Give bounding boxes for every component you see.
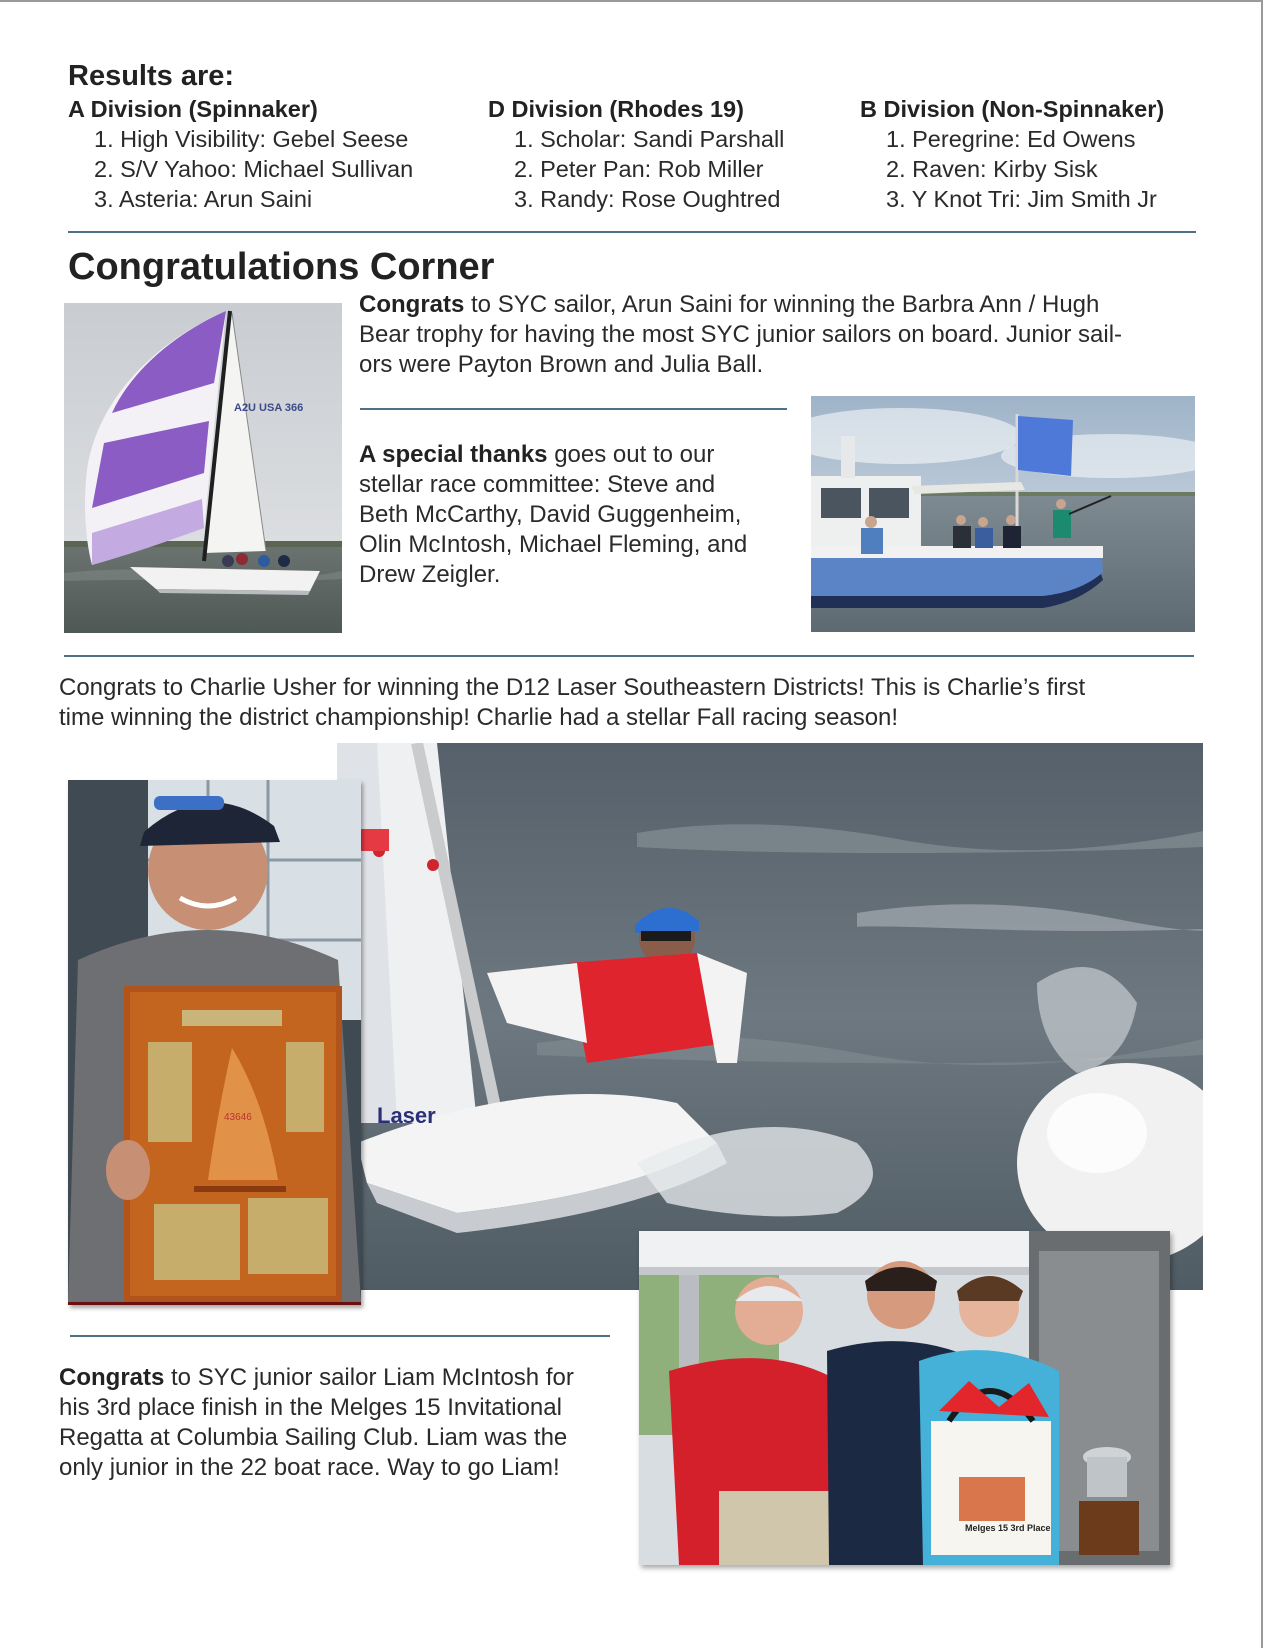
committee-boat-photo [811,396,1195,632]
race-committee-thanks: A special thanks goes out to our stellar race committee: Steve and Beth McCarthy, David Guggenheim, Olin McIntosh, Michael Fleming, and Drew Zeigler. [359,441,748,588]
congrats-lead: Congrats [359,291,465,318]
division-title: B Division (Non-Spinnaker) [860,96,1165,122]
plaque-sail-number: 43646 [224,1112,252,1123]
result-item: 3. Randy: Rose Oughtred [514,186,781,212]
result-item: 2. Peter Pan: Rob Miller [514,156,764,182]
division-title: A Division (Spinnaker) [68,96,318,122]
congratulations-corner-heading: Congratulations Corner [68,246,495,288]
section-divider [64,655,1194,657]
spinnaker-sailboat-photo [64,303,342,633]
congrats-lead: Congrats [59,1364,165,1391]
liam-mcintosh-congrats: Congrats to SYC junior sailor Liam McIntosh for his 3rd place finish in the Melges 15 Invitational Regatta at Columbia Sailing Club. Liam was the only junior in the 22 boat race. Way to go Liam! [59,1364,574,1481]
trophy-plaque-photo [68,780,361,1305]
laser-hull-logo: Laser [377,1103,436,1128]
result-item: 1. Peregrine: Ed Owens [886,126,1136,152]
section-divider [68,231,1196,233]
result-item: 2. S/V Yahoo: Michael Sullivan [94,156,414,182]
thanks-lead: A special thanks [359,441,548,468]
result-item: 2. Raven: Kirby Sisk [886,156,1098,182]
page-right-border [1261,0,1263,1648]
division-title: D Division (Rhodes 19) [488,96,744,122]
thanks-divider [360,408,787,410]
laser-sailing-action-photo [337,743,1203,1290]
liam-divider [70,1335,610,1337]
results-heading: Results are: [68,60,235,92]
division-a [68,94,413,214]
melges-group-photo [639,1231,1170,1565]
arun-saini-congrats: Congrats to SYC sailor, Arun Saini for winning the Barbra Ann / Hugh Bear trophy for having the most SYC junior sailors on board. Junior sail- ors were Payton Brown and Julia Ball. [359,291,1123,378]
result-item: 1. High Visibility: Gebel Seese [94,126,409,152]
bag-label-text: Melges 15 3rd Place [965,1523,1051,1533]
page-top-border [0,0,1262,2]
division-b [860,94,1164,214]
charlie-usher-congrats: Congrats to Charlie Usher for winning the D12 Laser Southeastern Districts! This is Charlie’s first time winning the district championship! Charlie had a stellar Fall racing season! [59,674,1086,731]
result-item: 3. Y Knot Tri: Jim Smith Jr [886,186,1157,212]
result-item: 3. Asteria: Arun Saini [94,186,313,212]
division-d [488,94,784,214]
result-item: 1. Scholar: Sandi Parshall [514,126,785,152]
sail-number-text: A2U USA 366 [234,402,304,414]
